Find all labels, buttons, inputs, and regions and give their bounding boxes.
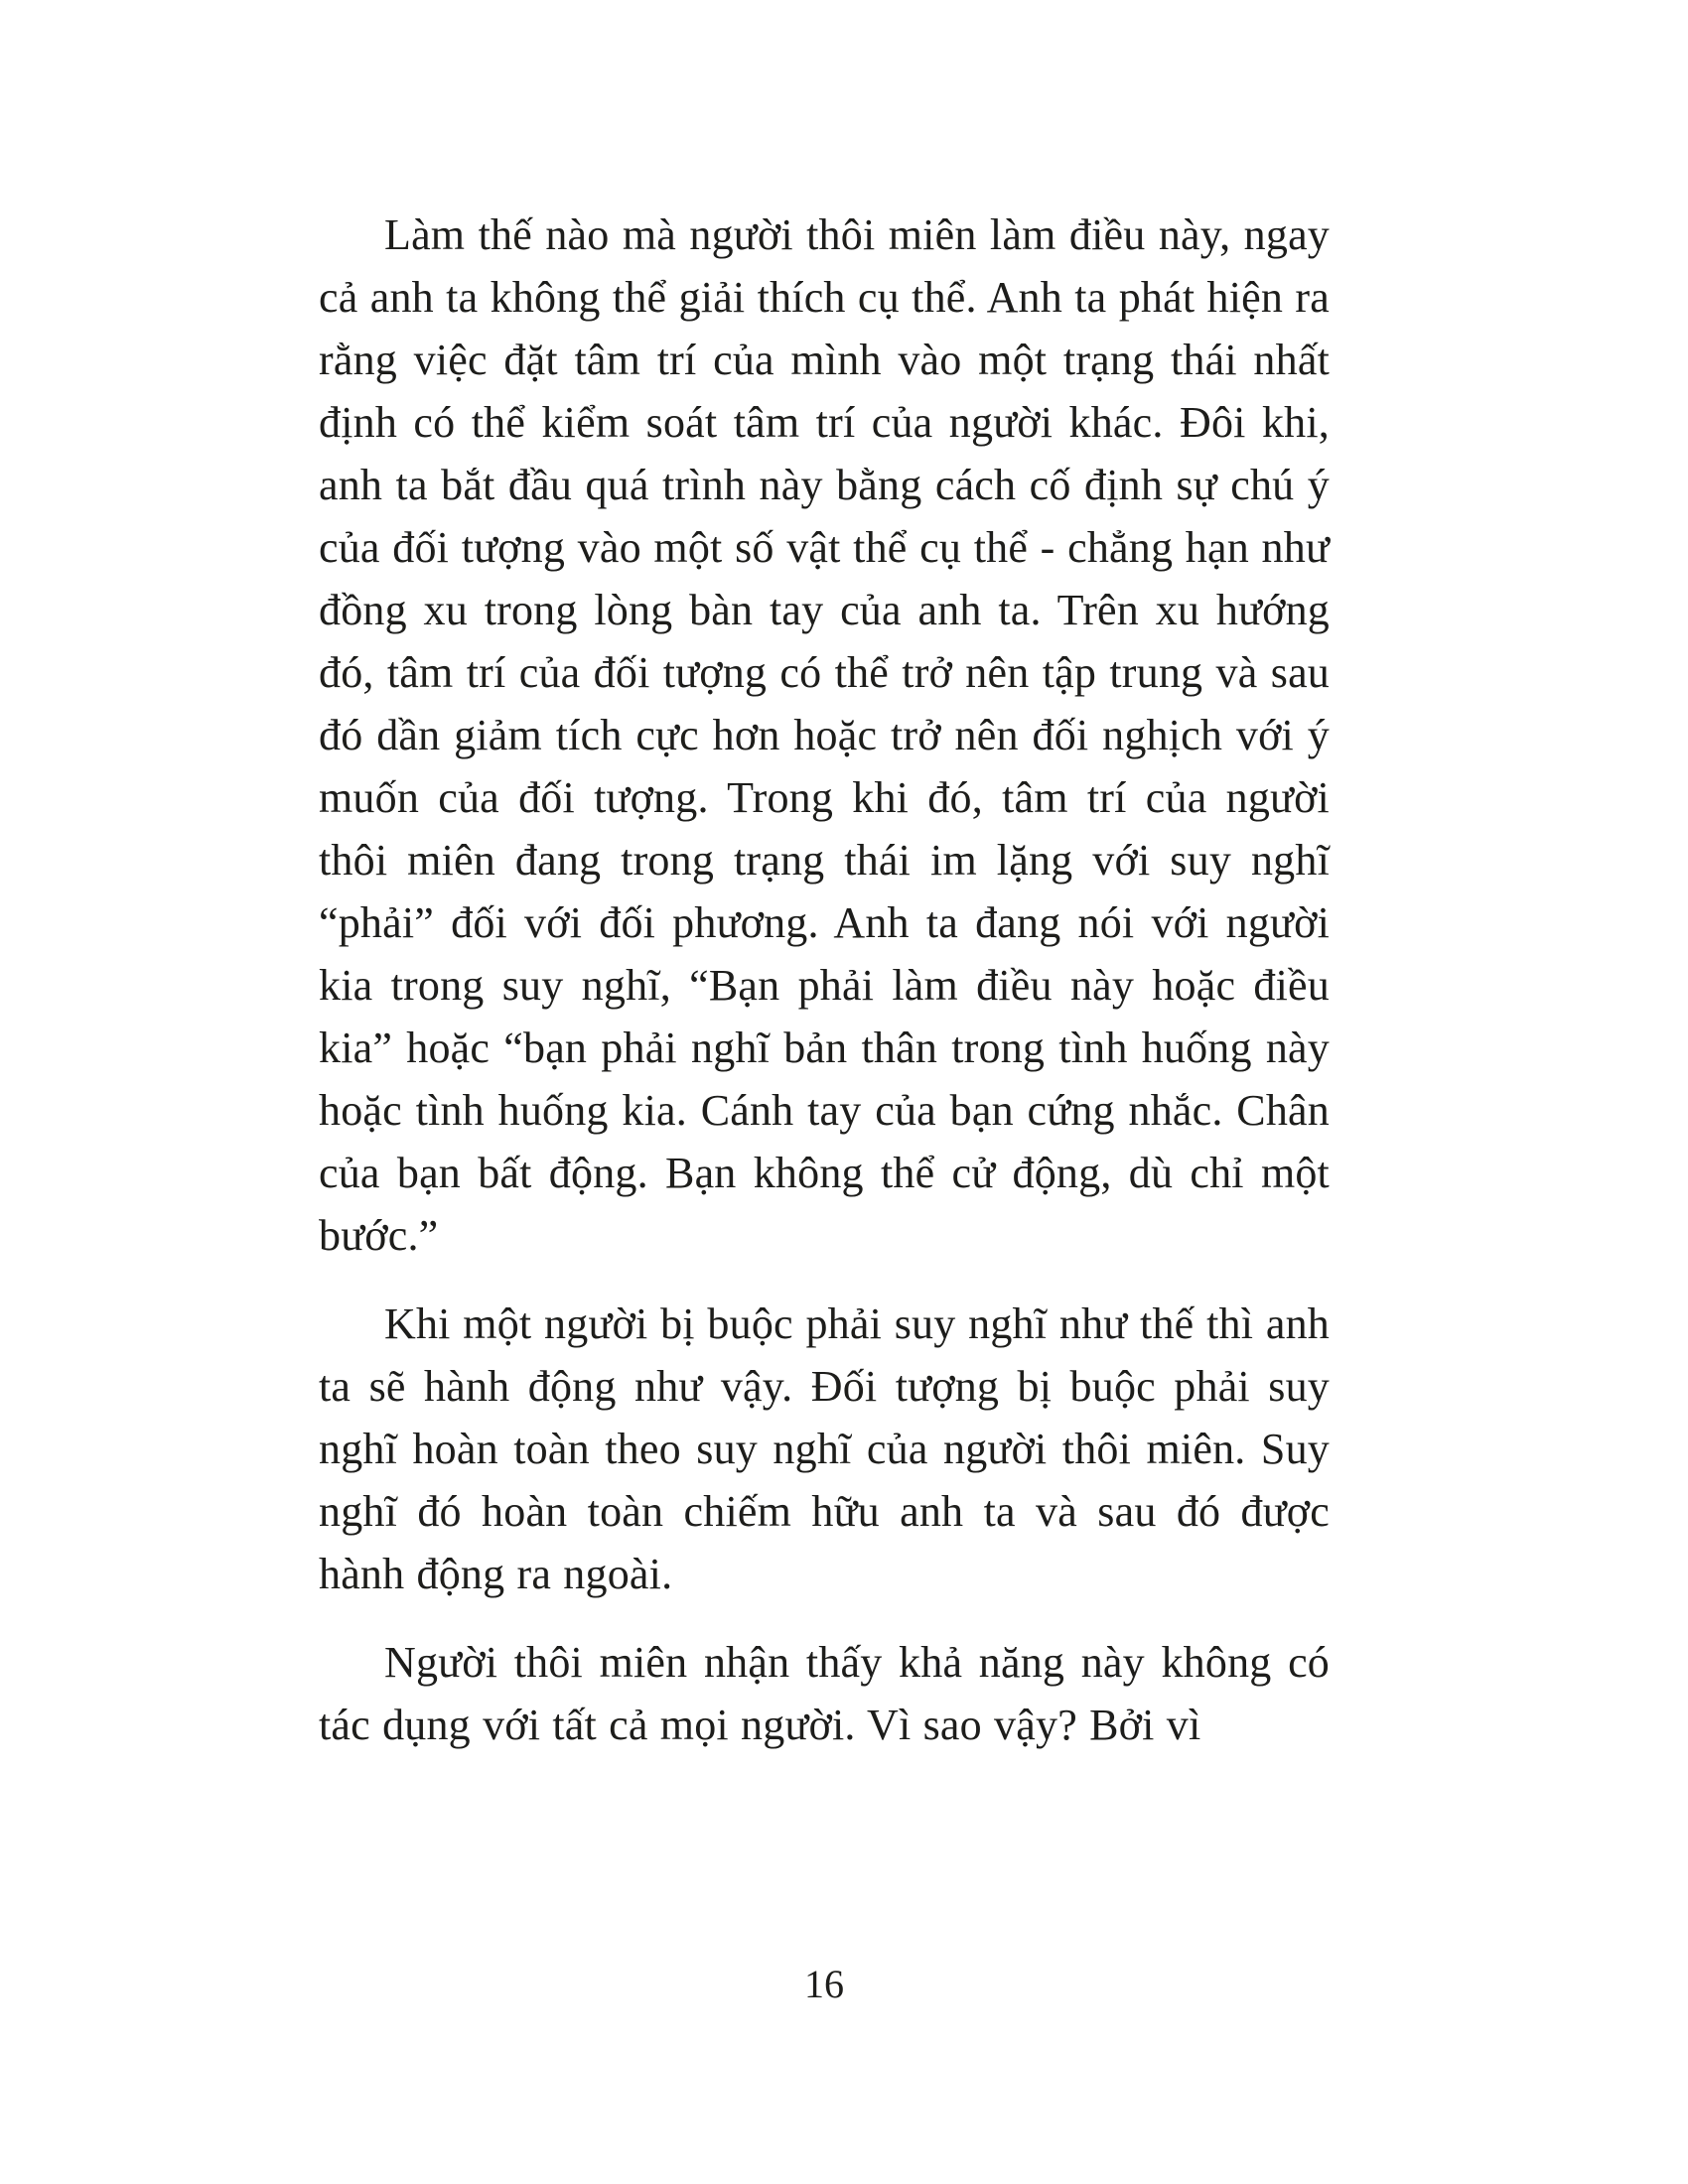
paragraph: Làm thế nào mà người thôi miên làm điều này, ngay cả anh ta không thể giải thích cụ thể. Anh ta phát hiện ra rằng việc đặt tâm trí của mình vào một trạng thái nhất định có thể kiểm soát tâm trí của người khác. Đôi khi, anh ta bắt đầu quá trình này bằng cách cố định sự chú ý của đối tượng vào một số vật thể cụ thể - chẳng hạn như đồng xu trong lòng bàn tay của anh ta. Trên xu hướng đó, tâm trí của đối tượng có thể trở nên tập trung và sau đó dần giảm tích cực hơn hoặc trở nên đối nghịch với ý muốn của đối tượng. Trong khi đó, tâm trí của người thôi miên đang trong trạng thái im lặng với suy nghĩ “phải” đối với đối phương. Anh ta đang nói với người kia trong suy nghĩ, “Bạn phải làm điều này hoặc điều kia” hoặc “bạn phải nghĩ bản thân trong tình huống này hoặc tình huống kia. Cánh tay của bạn cứng nhắc. Chân của bạn bất động. Bạn không thể cử động, dù chỉ một bước.” [319, 210, 1330, 1260]
page-number: 16 [804, 1962, 844, 2006]
paragraph: Khi một người bị buộc phải suy nghĩ như thế thì anh ta sẽ hành động như vậy. Đối tượng bị buộc phải suy nghĩ hoàn toàn theo suy nghĩ của người thôi miên. Suy nghĩ đó hoàn toàn chiếm hữu anh ta và sau đó được hành động ra ngoài. [319, 1299, 1330, 1598]
page-text-block [319, 204, 1330, 1756]
paragraph: Người thôi miên nhận thấy khả năng này không có tác dụng với tất cả mọi người. Vì sao vậy? Bởi vì [319, 1638, 1330, 1749]
